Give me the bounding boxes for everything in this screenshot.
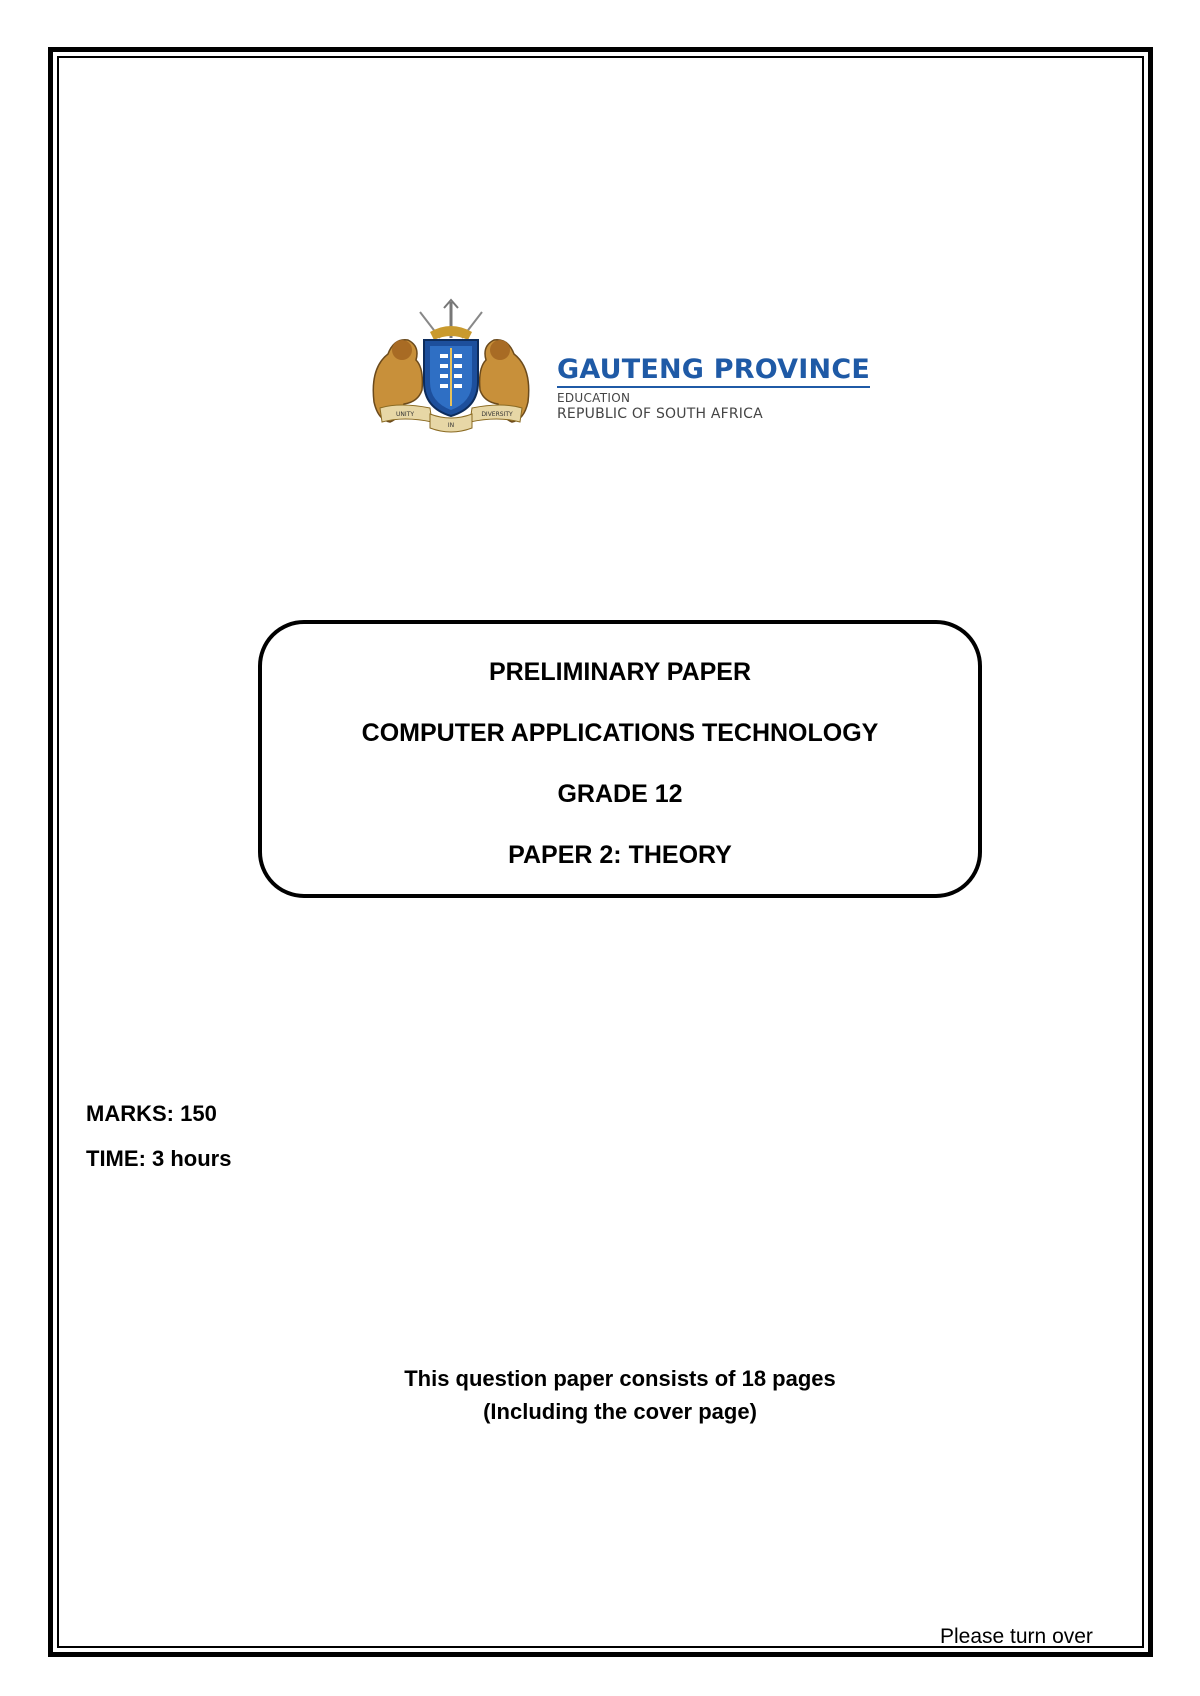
paper-type: PRELIMINARY PAPER <box>488 658 752 686</box>
turn-over-note: Please turn over <box>940 1625 1093 1648</box>
time-label: TIME <box>86 1146 139 1171</box>
department-logo <box>360 298 870 448</box>
motto-right: DIVERSITY <box>481 411 513 418</box>
page-count-note: This question paper consists of 18 pages <box>404 1366 836 1391</box>
marks-label: MARKS <box>86 1101 167 1126</box>
motto-left: UNITY <box>396 411 414 418</box>
grade: GRADE 12 <box>557 780 683 808</box>
country-name: REPUBLIC OF SOUTH AFRICA <box>557 406 763 422</box>
time-line <box>86 1146 231 1172</box>
time-value: : 3 hours <box>138 1146 232 1171</box>
cover-page-note: (Including the cover page) <box>483 1399 757 1424</box>
marks-value: : 150 <box>166 1101 217 1126</box>
title-box <box>258 620 982 898</box>
province-name: GAUTENG PROVINCE <box>557 354 870 388</box>
department-name: EDUCATION <box>557 391 631 405</box>
paper-number: PAPER 2: THEORY <box>508 841 732 869</box>
coat-of-arms-icon <box>360 298 542 436</box>
logo-text <box>557 354 870 422</box>
marks-line <box>86 1101 217 1127</box>
motto-mid: IN <box>447 422 455 429</box>
subject-name: COMPUTER APPLICATIONS TECHNOLOGY <box>361 719 879 747</box>
